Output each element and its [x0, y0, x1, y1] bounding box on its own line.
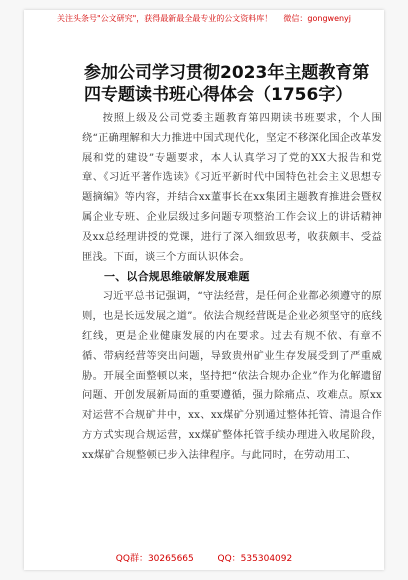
section-heading: 一、以合规思维破解发展难题	[104, 270, 250, 284]
footer-contacts	[24, 551, 384, 564]
section-paragraph: 习近平总书记强调，“守法经营，是任何企业都必须遵守的原则，也是长远发展之道”。依法合规经营既是企业必须坚守的底线红线，更是企业健康发展的内在要求。过去有规不依、有章不循、带病经营等突出问题，导致贵州矿业生存发展受到了严重威胁。开展全面整顿以来，坚持把“依法合规办企业”作为化解遗留问题、开创发展新局面的重要遵循，强力除痛点、攻难点。原xx对运营不合规矿井中，xx、xx煤矿分别通过整体托管、清退合作方方式实现合规运营，xx煤矿整体托管手续办理进入收尾阶段，xx煤矿合规整顿已步入法律程序。与此同时，在劳动用工、	[82, 290, 382, 461]
footer-qq-group: QQ群：30265665	[115, 554, 194, 564]
intro-paragraph: 按照上级及公司党委主题教育第四期读书班要求，个人围绕“正确理解和大力推进中国式现代化，坚定不移深化国企改革发展和党的建设”专题要求，本人认真学习了党的XX大报告和党章、《习近平著作选读》《习近平新时代中国特色社会主义思想专题摘编》等内容，并结合xx董事长在xx集团主题教育推进会暨权属企业专班、企业层级过多问题专项整治工作会议上的讲话精神及xx总经理讲授的党课，进行了深入细致思考，收获颇丰、受益匪浅。下面，谈三个方面认识体会。	[82, 112, 382, 263]
banner-wechat-text: 微信：gongwenyj	[283, 14, 352, 23]
footer-qq: QQ：535304092	[217, 554, 293, 564]
header-banner	[24, 10, 384, 28]
document-page	[24, 10, 384, 570]
document-title: 参加公司学习贯彻2023年主题教育第四专题读书班心得体会（1756字）	[84, 63, 370, 105]
document-body	[82, 109, 382, 466]
banner-promo-text: 关注头条号"公文研究"，获得最新最全最专业的公文资料库！	[56, 14, 273, 23]
